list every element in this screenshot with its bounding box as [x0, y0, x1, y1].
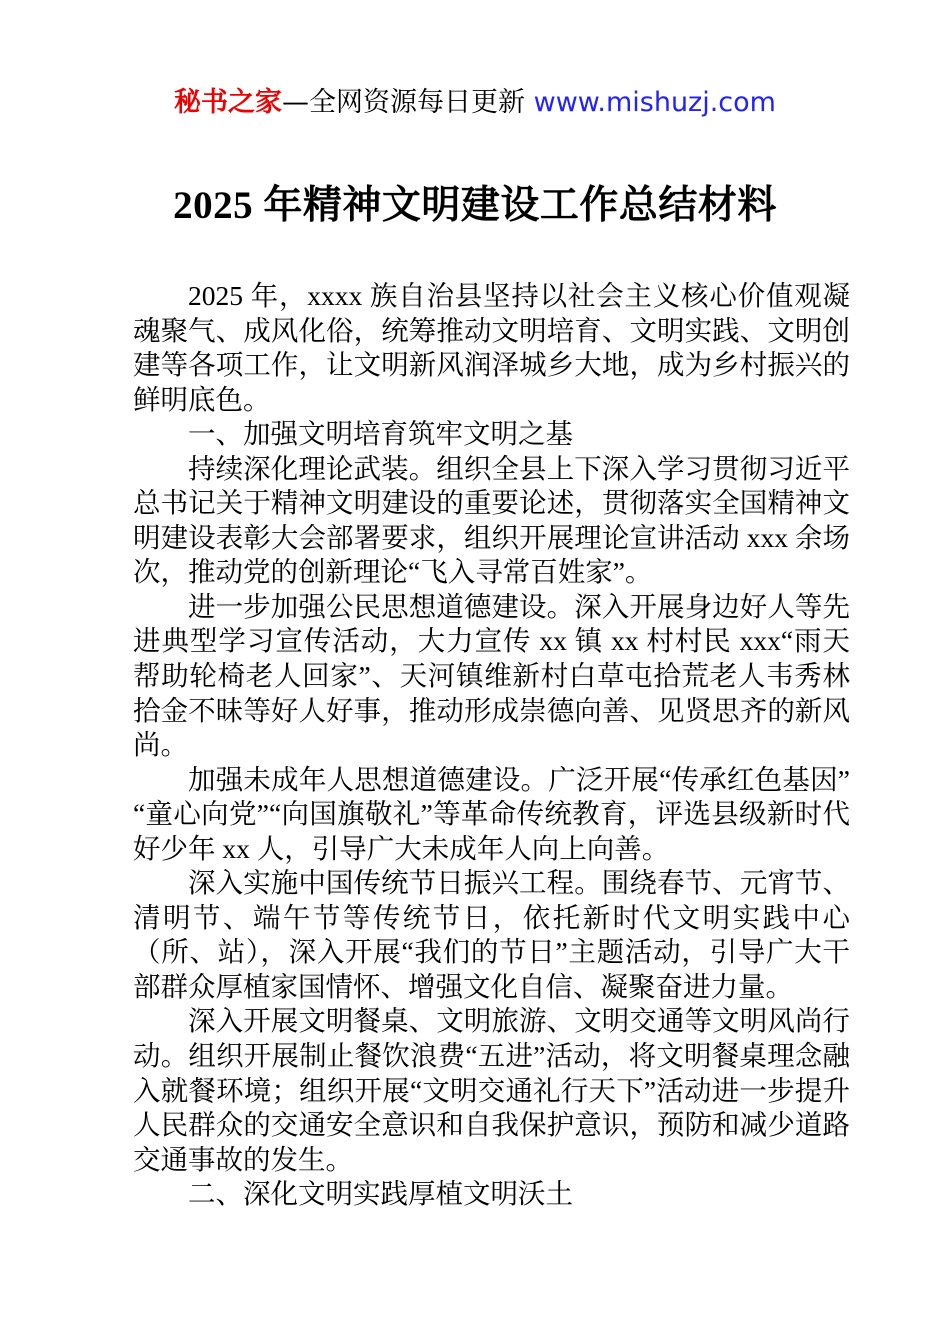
body-paragraph-festivals: 深入实施中国传统节日振兴工程。围绕春节、元宵节、清明节、端午节等传统节日，依托新时代文明实践中心（所、站），深入开展“我们的节日”主题活动，引导广大干部群众厚植家国情怀、增强文化自信、凝聚奋进力量。 — [133, 867, 850, 1002]
body-paragraph-theory: 持续深化理论武装。组织全县上下深入学习贯彻习近平总书记关于精神文明建设的重要论述，贯彻落实全国精神文明建设表彰大会部署要求，组织开展理论宣讲活动 xxx 余场次，推动党的创新理论“飞入寻常百姓家”。 — [133, 452, 850, 588]
site-tagline: —全网资源每日更新 — [282, 87, 534, 118]
site-url-link[interactable]: www.mishuzj.com — [533, 87, 776, 118]
body-paragraph-civility-actions: 深入开展文明餐桌、文明旅游、文明交通等文明风尚行动。组织开展制止餐饮浪费“五进”活动，将文明餐桌理念融入就餐环境；组织开展“文明交通礼行天下”活动进一步提升人民群众的交通安全意识和自我保护意识，预防和减少道路交通事故的发生。 — [133, 1005, 850, 1175]
body-paragraph-intro: 2025 年，xxxx 族自治县坚持以社会主义核心价值观凝魂聚气、成风化俗，统筹推动文明培育、文明实践、文明创建等各项工作，让文明新风润泽城乡大地，成为乡村振兴的鲜明底色。 — [133, 280, 850, 415]
section-heading-1: 一、加强文明培育筑牢文明之基 — [188, 418, 573, 450]
document-title: 2025 年精神文明建设工作总结材料 — [173, 184, 777, 227]
body-paragraph-minors: 加强未成年人思想道德建设。广泛开展“传承红色基因”“童心向党”“向国旗敬礼”等革命传统教育，评选县级新时代好少年 xx 人，引导广大未成年人向上向善。 — [133, 763, 850, 864]
body-paragraph-citizen-morality: 进一步加强公民思想道德建设。深入开展身边好人等先进典型学习宣传活动，大力宣传 xx 镇 xx 村村民 xxx“雨天帮助轮椅老人回家”、天河镇维新村白草屯拾荒老人韦秀林拾金不昧等好人好事，推动形成崇德向善、见贤思齐的新风尚。 — [133, 590, 850, 761]
site-name: 秘书之家 — [174, 87, 283, 118]
section-heading-2: 二、深化文明实践厚植文明沃土 — [188, 1178, 573, 1210]
document-body — [133, 279, 850, 1212]
site-watermark-banner — [0, 87, 950, 119]
